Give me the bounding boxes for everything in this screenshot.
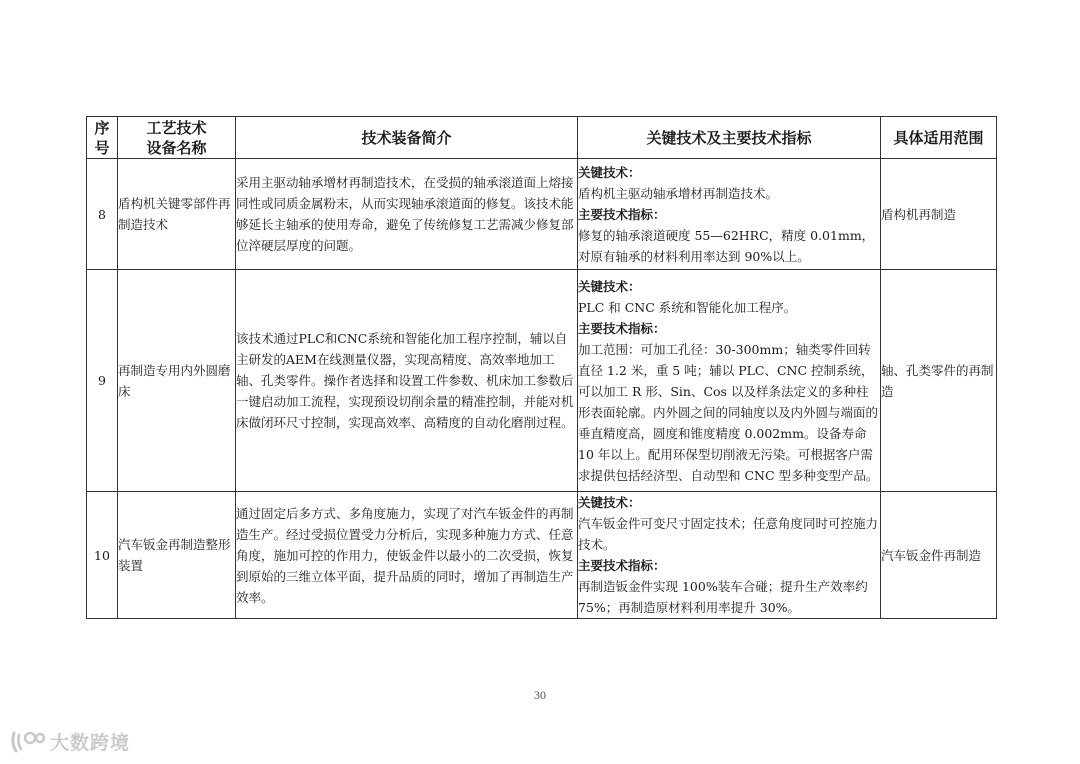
table-row xyxy=(87,492,997,619)
indicator-label: 主要技术指标： xyxy=(578,558,666,573)
row-seq: 8 xyxy=(87,159,118,270)
key-tech-label: 关键技术： xyxy=(578,495,641,510)
row-scope: 盾构机再制造 xyxy=(881,159,997,270)
table-header-row xyxy=(87,117,997,159)
technology-table xyxy=(86,116,997,619)
indicator-text: 再制造钣金件实现 100%装车合碰；提升生产效率约 75%；再制造原材料利用率提升 30%。 xyxy=(578,579,868,615)
indicator-label: 主要技术指标： xyxy=(578,206,666,222)
row-tech xyxy=(578,159,881,270)
header-desc: 技术装备简介 xyxy=(236,117,578,159)
page-number: 30 xyxy=(534,688,546,702)
brand-logo-icon xyxy=(10,729,46,755)
key-tech-label: 关键技术： xyxy=(578,278,641,294)
row-scope: 汽车钣金件再制造 xyxy=(881,492,997,619)
header-seq: 序号 xyxy=(87,117,118,159)
row-scope: 轴、孔类零件的再制造 xyxy=(881,270,997,492)
row-tech xyxy=(578,492,881,619)
indicator-text: 加工范围：可加工孔径：30-300mm；轴类零件回转直径 1.2 米，重 5 吨；辅以 PLC、CNC 控制系统，可以加工 R 形、Sin、Cos 以及样条法定义的多种柱形表面轮廓。内外圆之间的同轴度以及内外圆与端面的垂直精度高，圆度和锥度精度 0.002mm。设备寿命 10 年以上。配用环保型切削液无污染。可根据客户需求提供包括经济型、自动型和 CNC 型多种变型产品。 xyxy=(578,341,879,483)
row-seq: 10 xyxy=(87,492,118,619)
key-tech-text: 盾构机主驱动轴承增材再制造技术。 xyxy=(578,185,779,201)
header-name: 工艺技术设备名称 xyxy=(118,117,236,159)
row-tech xyxy=(578,270,881,492)
watermark-text: 大数跨境 xyxy=(50,732,131,754)
row-desc: 采用主驱动轴承增材再制造技术，在受损的轴承滚道面上熔接同性或同质金属粉末，从而实现轴承滚道面的修复。该技术能够延长主轴承的使用寿命，避免了传统修复工艺需减少修复部位淬硬层厚度的问题。 xyxy=(236,159,578,270)
row-name: 汽车钣金再制造整形装置 xyxy=(118,492,236,619)
row-seq: 9 xyxy=(87,270,118,492)
key-tech-text: PLC 和 CNC 系统和智能化加工程序。 xyxy=(578,299,797,315)
header-tech: 关键技术及主要技术指标 xyxy=(578,117,881,159)
row-desc: 通过固定后多方式、多角度施力，实现了对汽车钣金件的再制造生产。经过受损位置受力分析后，实现多种施力方式、任意角度，施加可控的作用力，使钣金件以最小的二次受损，恢复到原始的三维立体平面，提升品质的同时，增加了再制造生产效率。 xyxy=(236,492,578,619)
indicator-text: 修复的轴承滚道硬度 55—62HRC，精度 0.01mm，对原有轴承的材料利用率达到 90%以上。 xyxy=(578,227,875,264)
watermark xyxy=(10,728,130,755)
row-name: 再制造专用内外圆磨床 xyxy=(118,270,236,492)
header-scope: 具体适用范围 xyxy=(881,117,997,159)
row-desc: 该技术通过PLC和CNC系统和智能化加工程序控制，辅以自主研发的AEM在线测量仪器，实现高精度、高效率地加工轴、孔类零件。操作者选择和设置工件参数、机床加工参数后一键启动加工流程，实现预设切削余量的精准控制，并能对机床做闭环尺寸控制，实现高效率、高精度的自动化磨削过程。 xyxy=(236,270,578,492)
key-tech-text: 汽车钣金件可变尺寸固定技术；任意角度同时可控施力技术。 xyxy=(578,516,879,552)
table-row xyxy=(87,270,997,492)
key-tech-label: 关键技术： xyxy=(578,164,641,180)
table-row xyxy=(87,159,997,270)
indicator-label: 主要技术指标： xyxy=(578,320,666,336)
row-name: 盾构机关键零部件再制造技术 xyxy=(118,159,236,270)
